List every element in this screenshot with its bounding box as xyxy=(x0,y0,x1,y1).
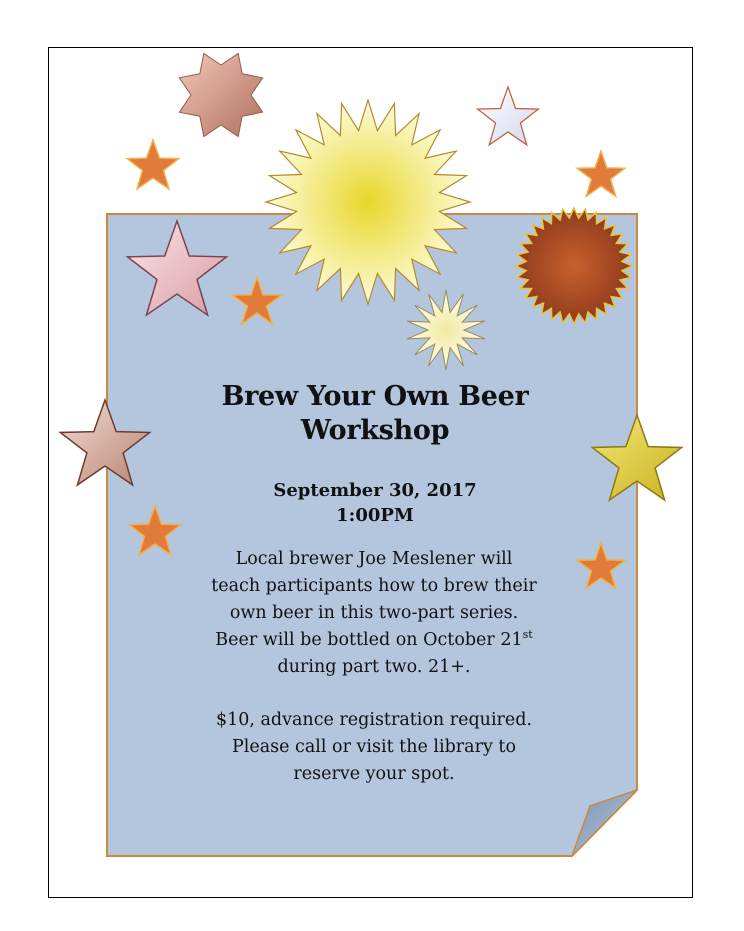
registration-line: Please call or visit the library to xyxy=(232,737,516,757)
ordinal-suffix: st xyxy=(522,628,533,641)
price-line: $10, advance registration required. xyxy=(215,710,533,730)
sunburst-icon xyxy=(266,100,470,304)
small-white-star-icon xyxy=(478,87,539,145)
description-line: during part two. 21+. xyxy=(277,657,471,677)
title-line-1: Brew Your Own Beer xyxy=(221,381,529,412)
octagon-star-icon xyxy=(179,53,262,136)
description-line: teach participants how to brew their xyxy=(211,576,537,596)
registration-line: reserve your spot. xyxy=(293,764,455,784)
event-description xyxy=(150,546,598,681)
orange-star-icon xyxy=(577,151,625,196)
event-time: 1:00PM xyxy=(336,505,414,526)
description-line: own beer in this two-part series. xyxy=(229,603,519,623)
orange-star-icon xyxy=(127,140,178,189)
registration-info xyxy=(150,707,598,788)
event-date-time xyxy=(140,478,610,528)
title-line-2: Workshop xyxy=(300,415,450,446)
flyer-title xyxy=(140,380,610,448)
bottling-date-text: Beer will be bottled on October 21 xyxy=(215,630,523,650)
description-line: Local brewer Joe Meslener will xyxy=(235,549,513,569)
event-date: September 30, 2017 xyxy=(273,480,477,501)
description-line xyxy=(150,627,598,654)
dark-burst-icon xyxy=(516,208,632,324)
